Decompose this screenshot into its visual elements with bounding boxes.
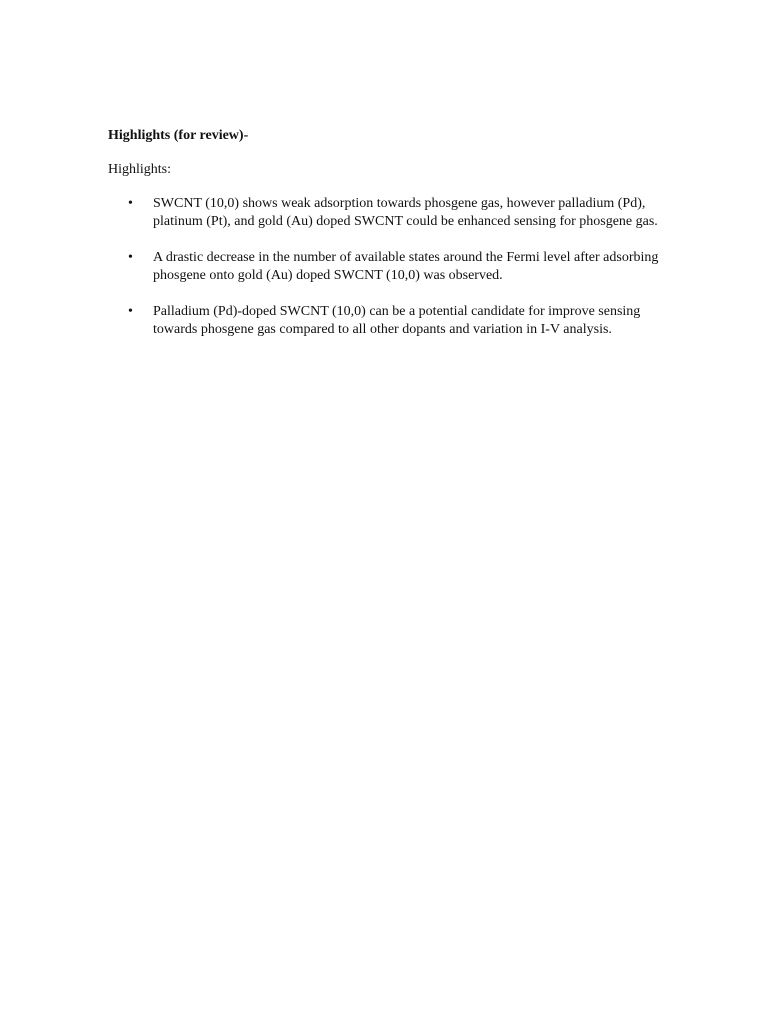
list-item-text: Palladium (Pd)-doped SWCNT (10,0) can be a potential candidate for improve sensing towards phosgene gas compared to all other dopants and variation in I-V analysis. <box>153 304 641 337</box>
list-item <box>108 249 688 285</box>
list-item <box>108 303 688 339</box>
bullet-icon: • <box>128 304 133 319</box>
document-page <box>108 127 688 357</box>
document-heading: Highlights (for review)- <box>108 128 249 143</box>
bullet-icon: • <box>128 250 133 265</box>
highlights-list <box>108 195 688 339</box>
list-item <box>108 195 688 231</box>
list-item-text: A drastic decrease in the number of available states around the Fermi level after adsorbing phosgene onto gold (Au) doped SWCNT (10,0) was observed. <box>153 250 659 283</box>
highlights-label: Highlights: <box>108 162 172 177</box>
bullet-icon: • <box>128 196 133 211</box>
list-item-text: SWCNT (10,0) shows weak adsorption towards phosgene gas, however palladium (Pd), platinum (Pt), and gold (Au) doped SWCNT could be enhanced sensing for phosgene gas. <box>153 196 658 229</box>
